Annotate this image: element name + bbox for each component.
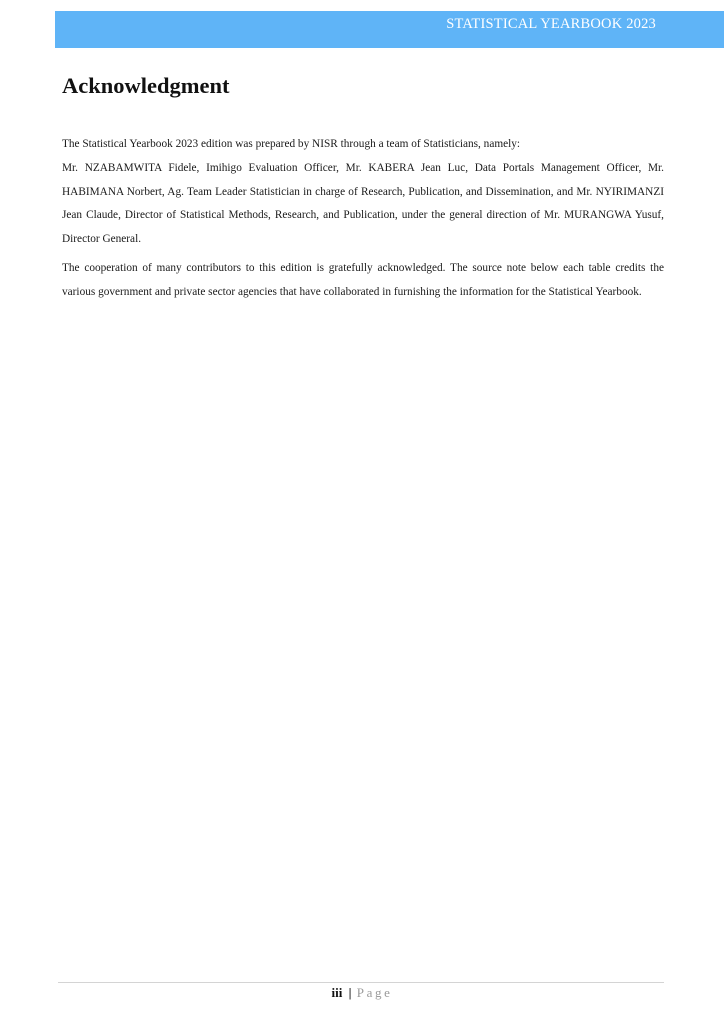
page-number: iii <box>331 985 343 1000</box>
page-footer <box>0 985 724 1001</box>
header-title: STATISTICAL YEARBOOK 2023 <box>446 16 656 32</box>
cooperation-paragraph: The cooperation of many contributors to this edition is gratefully acknowledged. The source note below each table credits the various government and private sector agencies that have collaborated in furnishing the information for the Statistical Yearbook. <box>62 262 664 298</box>
page-label: Page <box>356 985 393 1000</box>
header-band <box>55 11 724 48</box>
footer-separator: | <box>348 985 352 1000</box>
team-paragraph: Mr. NZABAMWITA Fidele, Imihigo Evaluation Officer, Mr. KABERA Jean Luc, Data Portals Management Officer, Mr. HABIMANA Norbert, Ag. Team Leader Statistician in charge of Research, Publication, and Dissemination, and Mr. NYIRIMANZI Jean Claude, Director of Statistical Methods, Research, and Publication, under the general direction of Mr. MURANGWA Yusuf, Director General. <box>62 162 664 245</box>
page-title: Acknowledgment <box>62 73 230 98</box>
intro-paragraph: The Statistical Yearbook 2023 edition was prepared by NISR through a team of Statisticians, namely: <box>62 138 521 150</box>
footer-divider <box>58 982 664 983</box>
